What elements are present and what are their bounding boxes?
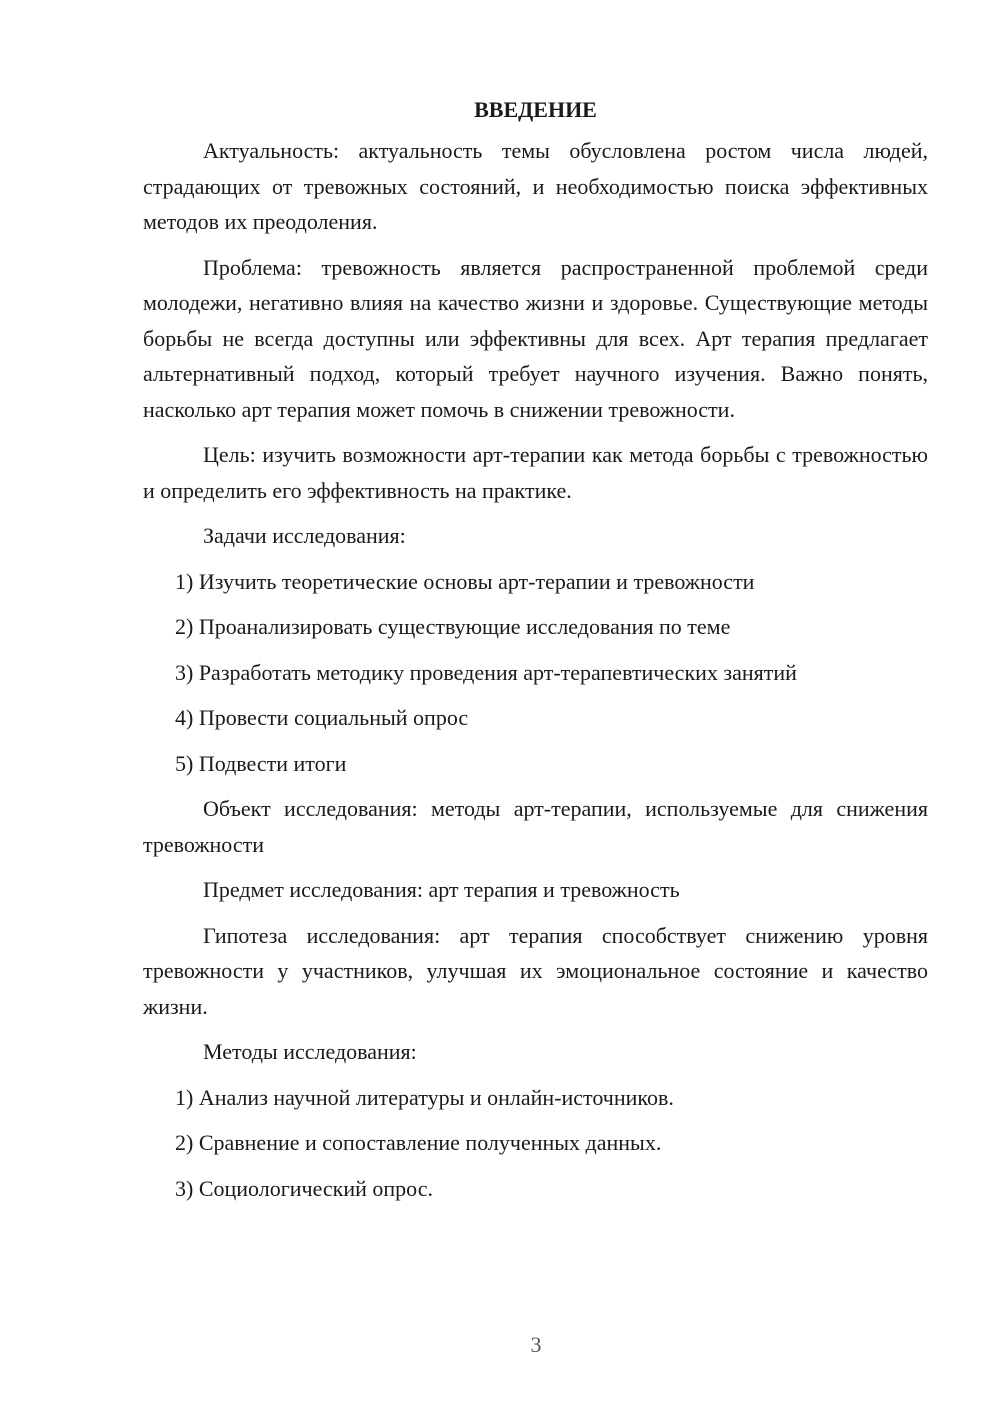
tasks-list [143, 564, 928, 782]
task-item: 1) Изучить теоретические основы арт-терапии и тревожности [175, 568, 755, 594]
task-item: 3) Разработать методику проведения арт-терапевтических занятий [175, 659, 797, 685]
task-item: 4) Провести социальный опрос [175, 705, 469, 730]
hypothesis-paragraph: Гипотеза исследования: арт терапия способствует снижению уровня тревожности у участников, улучшая их эмоциональное состояние и качество жизни. [143, 922, 928, 1019]
page-number: 3 [530, 1332, 542, 1357]
object-paragraph: Объект исследования: методы арт-терапии, используемые для снижения тревожности [143, 796, 928, 857]
method-item: 3) Социологический опрос. [175, 1175, 433, 1201]
document-page [143, 92, 928, 1216]
method-item: 2) Сравнение и сопоставление полученных данных. [175, 1130, 662, 1155]
task-item: 5) Подвести итоги [175, 750, 347, 776]
method-item: 1) Анализ научной литературы и онлайн-источников. [175, 1084, 674, 1110]
methods-heading: Методы исследования: [203, 1039, 417, 1064]
task-item: 2) Проанализировать существующие исследования по теме [175, 614, 731, 639]
goal-paragraph: Цель: изучить возможности арт-терапии как метода борьбы с тревожностью и определить его эффективность на практике. [143, 442, 928, 503]
tasks-heading: Задачи исследования: [203, 523, 406, 548]
subject-paragraph: Предмет исследования: арт терапия и тревожность [203, 877, 680, 902]
section-title: ВВЕДЕНИЕ [474, 97, 597, 122]
problem-paragraph: Проблема: тревожность является распространенной проблемой среди молодежи, негативно влияя на качество жизни и здоровье. Существующие методы борьбы не всегда доступны или эффективны для всех. Арт терапия предлагает альтернативный подход, который требует научного изучения. Важно понять, насколько арт терапия может помочь в снижении тревожности. [143, 254, 928, 422]
relevance-paragraph: Актуальность: актуальность темы обусловлена ростом числа людей, страдающих от тревожных состояний, и необходимостью поиска эффективных методов их преодоления. [143, 138, 928, 234]
methods-list [143, 1080, 928, 1207]
